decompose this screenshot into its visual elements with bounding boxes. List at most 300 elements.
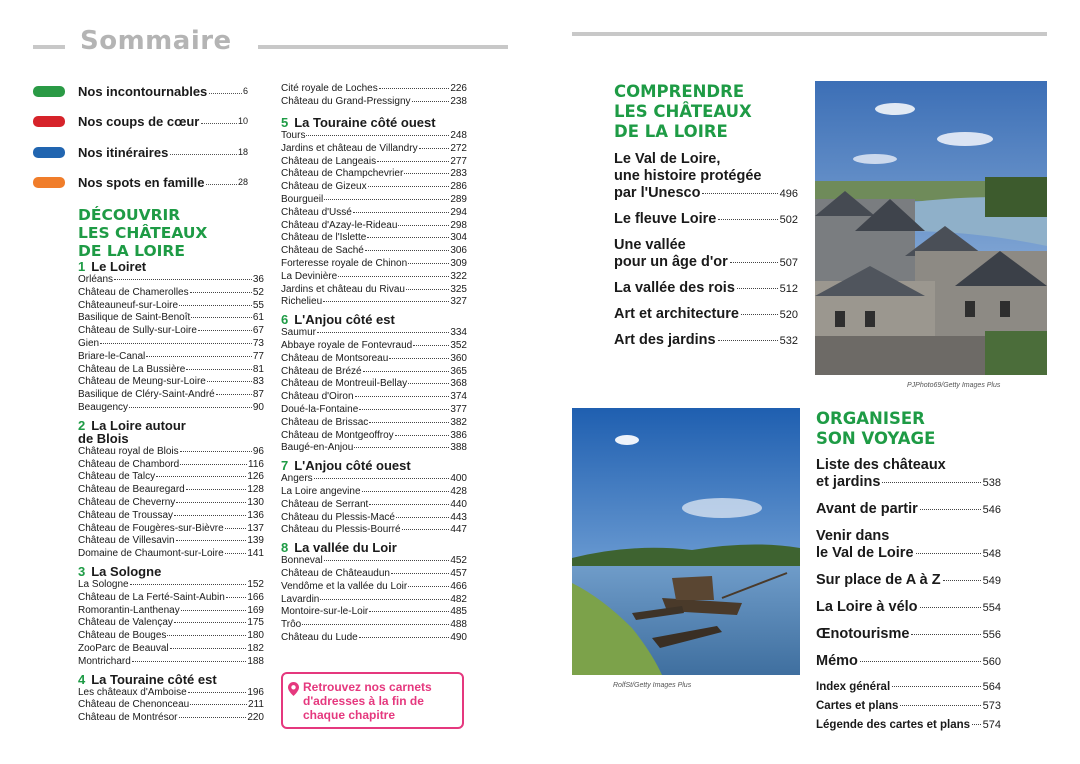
entry-page: 325 [450,283,467,295]
toc-entry [78,699,264,712]
big-entry-leader [737,288,778,289]
entry-leader [412,101,450,102]
toc-entry [281,130,467,143]
entry-leader [302,624,449,625]
entry-page: 128 [247,484,264,496]
entry-title: Château de Sully-sur-Loire [78,325,197,337]
entry-leader [179,717,247,718]
entry-title: Tours [281,130,306,141]
entry-title: Château de Châteaudun [281,567,390,579]
entry-title: Château de Montrésor [78,712,178,724]
big-entry-text: Art et architecture [614,306,739,322]
highlight-swatch [33,86,65,97]
header-rule-right [572,32,1047,36]
entry-leader [146,356,252,357]
toc-entry [78,446,264,459]
header-rule-left [33,45,65,49]
entry-page: 440 [450,498,467,510]
entry-title: Château du Lude [281,631,358,643]
toc-entry [281,430,467,443]
entry-title: Château d'Ussé [281,206,352,218]
entry-title: La Loire angevine [281,485,361,497]
section-title-text: La vallée du Loir [294,540,397,556]
big-entry-line [614,151,798,168]
entry-page: 96 [252,445,264,457]
entry-page: 81 [252,363,264,375]
section-title [281,459,411,472]
entry-leader [402,529,450,530]
entry-title: Château du Plessis-Bourré [281,524,401,536]
entry-page: 304 [450,232,467,244]
entry-title: Château d'Oiron [281,391,354,403]
entry-page: 36 [252,274,264,285]
map-pin-icon [288,682,299,696]
entry-page: 136 [247,509,264,521]
section-title [281,541,397,554]
entry-leader [176,540,247,541]
entry-title: Château de Brézé [281,365,362,377]
toc-entry [78,402,264,415]
index-entry-leader [972,724,981,725]
entry-leader [320,599,449,600]
entry-title: Château de Meung-sur-Loire [78,376,206,388]
entry-title: Château de Montsoreau [281,352,389,364]
big-entry [614,332,798,350]
entry-leader [368,186,450,187]
big-entry-line [816,626,1001,644]
entry-leader [359,637,450,638]
big-entry-page: 538 [982,477,1001,489]
big-entry-text: Liste des châteaux [816,457,946,473]
big-entry-page: 520 [779,309,798,321]
big-entry-page: 554 [982,602,1001,614]
entry-leader [176,502,246,503]
big-entry-page: 512 [779,283,798,295]
big-entry-text: Œnotourisme [816,626,910,642]
entry-title: Lavardin [281,593,320,605]
entry-title: Basilique de Saint-Benoît [78,312,191,324]
toc-entry [281,353,467,366]
section-entries [78,579,264,669]
entry-page: 482 [450,593,467,605]
entry-leader [323,301,449,302]
big-entry-leader [741,314,778,315]
big-entry [614,211,798,229]
big-entry-page: 556 [982,629,1001,641]
big-entry-text: Le Val de Loire, [614,151,721,167]
entry-page: 457 [450,567,467,579]
toc-entry [78,459,264,472]
big-entry-line [614,237,798,254]
toc-entry [78,510,264,523]
toc-entry [281,499,467,512]
entry-title: Montrichard [78,655,131,667]
highlight-page: 28 [237,177,248,187]
big-entry [816,653,1001,671]
entry-page: 52 [252,286,264,298]
big-entry-line [614,185,798,203]
entry-title: Montoire-sur-le-Loir [281,606,369,618]
photo1-credit: PJPhoto69/Getty Images Plus [907,382,1001,389]
toc-entry [281,473,467,486]
big-entry-text: le Val de Loire [816,545,914,561]
entry-leader [377,161,449,162]
section-title-text: La Sologne [91,564,162,579]
entry-page: 238 [450,95,467,107]
toc-entry [78,535,264,548]
decouvrir-heading: DÉCOUVRIR LES CHÂTEAUX DE LA LOIRE [78,206,208,260]
big-entry-leader [916,553,981,554]
entry-leader [179,305,252,306]
index-entry-page: 574 [982,719,1001,731]
carnets-callout: Retrouvez nos carnets d'adresses à la fin de chaque chapitre [281,672,464,729]
toc-entry [78,376,264,389]
entry-leader [408,383,449,384]
toc-entry [78,712,264,725]
big-entry-text: Une vallée [614,237,686,253]
entry-leader [367,237,449,238]
toc-entry [78,656,264,669]
entry-leader [369,422,449,423]
toc-entry [281,486,467,499]
entry-leader [413,345,449,346]
big-entry [614,237,798,272]
entry-title: Basilique de Cléry-Saint-André [78,389,215,401]
big-entry [816,572,1001,590]
entry-page: 488 [450,619,467,631]
entry-page: 374 [450,391,467,403]
toc-entry [281,96,467,109]
highlight-leader [206,184,237,185]
big-entry-line [614,306,798,324]
toc-entry [78,548,264,561]
chateau-rooftops-photo [815,81,1047,375]
entry-title: Doué-la-Fontaine [281,403,359,415]
entry-title: Château du Grand-Pressigny [281,95,411,107]
big-entry-line [816,457,1001,474]
entry-page: 139 [247,535,264,547]
toc-entry [78,579,264,592]
entry-page: 352 [450,339,467,351]
toc-entry [78,592,264,605]
big-entry-text: Avant de partir [816,501,918,517]
entry-title: Domaine de Chaumont-sur-Loire [78,548,224,560]
entry-leader [363,371,450,372]
section-title-text: de Blois [78,430,129,446]
entry-title: Château de La Bussière [78,363,186,375]
entry-leader [379,88,450,89]
index-entry-title: Index général [816,681,891,693]
entry-leader [174,515,246,516]
entry-page: 152 [247,579,264,590]
entry-title: Saumur [281,327,317,339]
entry-title: Château d'Azay-le-Rideau [281,219,398,231]
big-entry-line [614,211,798,229]
entry-page: 188 [247,655,264,667]
index-entry-page: 573 [982,700,1001,712]
entry-page: 226 [450,83,467,94]
entry-title: Trôo [281,619,302,631]
section-number: 1 [78,259,86,274]
big-entry-text: et jardins [816,474,881,490]
entry-leader [225,528,247,529]
index-entry-title: Cartes et plans [816,700,899,712]
entry-title: Château de Champchevrier [281,168,404,180]
highlight-page: 18 [237,147,248,157]
entry-title: Romorantin-Lanthenay [78,604,180,616]
entry-page: 365 [450,365,467,377]
entry-page: 277 [450,155,467,167]
big-entry-leader [943,580,981,581]
big-entry [816,599,1001,617]
toc-entry [78,617,264,630]
big-entry-leader [920,607,981,608]
highlight-leader [209,93,242,94]
index-entries [816,678,1001,735]
page-title: Sommaire [80,26,232,56]
toc-entry [78,497,264,510]
entry-title: Château de Montreuil-Bellay [281,378,408,390]
toc-entry [281,378,467,391]
toc-entry [281,220,467,233]
big-entry-text: pour un âge d'or [614,254,728,270]
entry-title: Château de Langeais [281,155,377,167]
entry-leader [338,276,449,277]
big-entry-text: La vallée des rois [614,280,735,296]
entry-page: 126 [247,471,264,483]
entry-leader [114,279,252,280]
highlight-row [33,114,248,130]
section-title-text: La Loire autour [91,417,186,433]
entry-page: 87 [252,389,264,401]
entry-title: Bonneval [281,555,323,567]
big-entry-text: une histoire protégée [614,168,762,184]
entry-page: 309 [450,257,467,269]
big-entry [614,306,798,324]
big-entry-line [614,332,798,350]
entry-title: Gien [78,337,100,349]
entry-title: Orléans [78,274,114,285]
entry-leader [170,648,247,649]
toc-entry [281,327,467,340]
big-entry-page: 502 [779,214,798,226]
entry-page: 327 [450,296,467,308]
entry-leader [359,409,449,410]
entry-leader [324,560,450,561]
big-entry-leader [882,482,980,483]
section-entries [78,274,264,415]
section-title [78,673,217,686]
highlight-row [33,84,248,100]
toc-entry [281,258,467,271]
index-entry-title: Légende des cartes et plans [816,719,971,731]
section-entries [78,687,264,725]
entry-page: 61 [252,312,264,324]
entry-page: 175 [247,617,264,629]
entry-leader [353,212,449,213]
big-entry [614,151,798,203]
entry-page: 169 [247,604,264,616]
big-entry-text: par l'Unesco [614,185,701,201]
big-entry-line [816,545,1001,563]
entry-title: Richelieu [281,296,323,308]
big-entry-page: 560 [982,656,1001,668]
entry-leader [324,199,449,200]
entry-title: La Devinière [281,270,338,282]
toc-entry [281,83,467,96]
toc-entry [281,232,467,245]
section-title [78,260,146,273]
big-entry-leader [920,509,981,510]
entry-page: 289 [450,193,467,205]
entry-page: 211 [248,699,264,711]
entry-title: Château de Talcy [78,471,156,483]
highlight-page: 6 [242,86,248,96]
entry-page: 182 [247,642,264,654]
entry-leader [398,225,449,226]
index-entry-page: 564 [982,681,1001,693]
entry-page: 272 [450,142,467,154]
entry-title: Château de Saché [281,245,364,257]
toc-entry [281,245,467,258]
section-title [78,432,129,445]
entry-page: 90 [252,401,264,413]
highlight-label: Nos itinéraires [78,145,169,160]
entry-page: 485 [450,606,467,618]
entry-page: 334 [450,327,467,339]
entry-leader [216,394,252,395]
big-entry-line [816,653,1001,671]
entry-leader [404,173,449,174]
entry-leader [186,489,247,490]
toc-entry [78,484,264,497]
entry-leader [156,476,246,477]
section-title [281,313,395,326]
toc-entry [78,605,264,618]
big-entry-leader [718,340,778,341]
entry-leader [188,692,247,693]
toc-entry [78,325,264,338]
big-entry-text: Art des jardins [614,332,716,348]
toc-entry [281,168,467,181]
section-number: 7 [281,458,289,474]
entry-page: 360 [450,352,467,364]
big-entry-leader [702,193,777,194]
entry-title: Château de Cheverny [78,496,176,508]
entry-leader [408,586,449,587]
entry-page: 377 [450,403,467,415]
entry-leader [391,573,449,574]
entry-page: 322 [450,270,467,282]
entry-page: 137 [247,522,264,534]
section-number: 2 [78,417,86,433]
toc-entry [281,417,467,430]
toc-entry [281,340,467,353]
big-entry-line [816,528,1001,545]
big-entry [816,626,1001,644]
big-entry-line [816,474,1001,492]
entry-page: 490 [450,631,467,643]
entry-leader [396,517,449,518]
entry-leader [190,292,252,293]
big-entry-text: Mémo [816,653,858,669]
entry-leader [180,451,252,452]
section-title-text: La Touraine côté est [91,671,217,687]
entry-title: Château de Montgeoffroy [281,429,394,441]
section-title-text: L'Anjou côté est [294,312,395,328]
entry-page: 306 [450,245,467,257]
toc-entry [281,555,467,568]
entry-title: Angers [281,473,313,485]
entry-leader [306,135,449,136]
section-entries [281,130,467,309]
entry-page: 166 [247,591,264,603]
section-entries [281,555,467,645]
entry-title: Vendôme et la vallée du Loir [281,580,408,592]
entry-page: 443 [450,511,467,523]
entry-leader [130,584,247,585]
entry-page: 283 [450,168,467,180]
entry-page: 368 [450,378,467,390]
big-entry [816,501,1001,519]
toc-entry [281,524,467,537]
toc-entry [281,606,467,619]
entry-page: 447 [450,524,467,536]
entry-title: Jardins et château de Villandry [281,142,418,154]
toc-entry [281,568,467,581]
entry-leader [369,611,449,612]
entry-title: Château de Valençay [78,617,173,629]
entry-leader [198,330,252,331]
header-rule-middle [258,45,508,49]
section-entries [281,327,467,455]
entry-leader [226,597,247,598]
toc-entry [78,274,264,287]
entry-page: 248 [450,130,467,141]
entry-leader [406,289,449,290]
index-entry-leader [900,705,980,706]
toc-entry [281,632,467,645]
big-entry-line [614,254,798,272]
section-title-text: L'Anjou côté ouest [294,458,411,474]
comprendre-heading: COMPRENDRE LES CHÂTEAUX DE LA LOIRE [614,82,752,141]
highlight-swatch [33,116,65,127]
toc-entry [281,581,467,594]
entry-leader [190,704,247,705]
entry-leader [369,504,449,505]
toc-entry [281,366,467,379]
entry-page: 382 [450,416,467,428]
entry-leader [314,478,450,479]
entry-page: 286 [450,181,467,193]
entry-leader [317,332,449,333]
toc-entry [78,643,264,656]
entry-title: ZooParc de Beauval [78,642,169,654]
toc-entry [281,181,467,194]
entry-title: Château de Villesavin [78,535,175,547]
toc-entry [78,364,264,377]
section-number: 5 [281,115,289,130]
entry-leader [389,358,449,359]
entry-title: Briare-le-Canal [78,350,146,362]
entry-page: 141 [247,548,264,560]
toc-entry [281,284,467,297]
toc-entry [281,442,467,455]
entry-title: Château de Fougères-sur-Bièvre [78,522,224,534]
entry-page: 196 [247,686,264,698]
section-number: 8 [281,540,289,556]
entry-title: Cité royale de Loches [281,83,378,94]
